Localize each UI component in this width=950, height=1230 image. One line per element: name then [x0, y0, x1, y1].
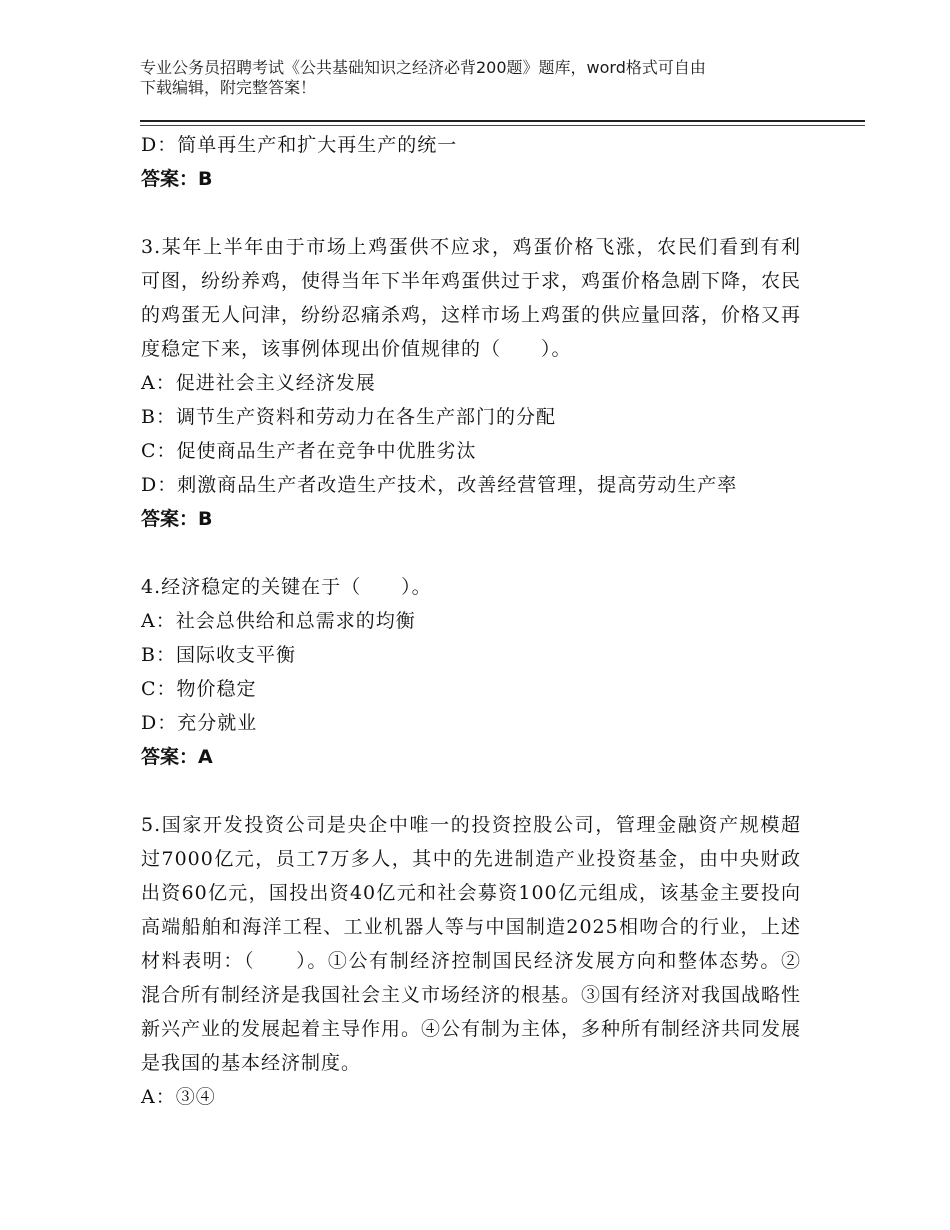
q3-stem: 3.某年上半年由于市场上鸡蛋供不应求，鸡蛋价格飞涨，农民们看到有利可图，纷纷养鸡，使得当年下半年鸡蛋供过于求，鸡蛋价格急剧下降，农民的鸡蛋无人问津，纷纷忍痛杀鸡，这样市场上鸡蛋的供应量回落，价格又再度稳定下来，该事例体现出价值规律的（ ）。 [141, 236, 802, 360]
q2-option-d: D：简单再生产和扩大再生产的统一 [141, 134, 458, 156]
spacer [141, 774, 801, 808]
q4-answer: 答案：A [141, 746, 213, 768]
q4-option-b: B：国际收支平衡 [141, 644, 296, 666]
q4-option-c: C：物价稳定 [141, 678, 257, 700]
q4-stem: 4.经济稳定的关键在于（ ）。 [141, 576, 432, 598]
q3-option-b: B：调节生产资料和劳动力在各生产部门的分配 [141, 406, 556, 428]
header-divider-thick [140, 120, 865, 122]
q2-answer: 答案：B [141, 168, 213, 190]
q3-option-d: D：刺激商品生产者改造生产技术，改善经营管理，提高劳动生产率 [141, 474, 738, 496]
question-content [141, 128, 801, 1114]
header-title-line-1: 专业公务员招聘考试《公共基础知识之经济必背200题》题库，word格式可自由 [140, 58, 706, 77]
q4-option-d: D：充分就业 [141, 712, 258, 734]
q5-option-a: A：③④ [141, 1086, 216, 1108]
q3-answer: 答案：B [141, 508, 213, 530]
spacer [141, 536, 801, 570]
header-title-line-2: 下载编辑，附完整答案！ [140, 78, 317, 97]
q4-option-a: A：社会总供给和总需求的均衡 [141, 610, 416, 632]
q3-option-c: C：促使商品生产者在竞争中优胜劣汰 [141, 440, 477, 462]
header-divider-thin [140, 125, 865, 126]
document-header [140, 58, 830, 98]
q3-option-a: A：促进社会主义经济发展 [141, 372, 376, 394]
q5-stem: 5.国家开发投资公司是央企中唯一的投资控股公司，管理金融资产规模超过7000亿元，员工7万多人，其中的先进制造产业投资基金，由中央财政出资60亿元，国投出资40亿元和社会募资100亿元组成，该基金主要投向高端船舶和海洋工程、工业机器人等与中国制造2025相吻合的行业，上述材料表明：（ ）。①公有制经济控制国民经济发展方向和整体态势。②混合所有制经济是我国社会主义市场经济的根基。③国有经济对我国战略性新兴产业的发展起着主导作用。④公有制为主体，多种所有制经济共同发展是我国的基本经济制度。 [141, 814, 802, 1074]
spacer [141, 196, 801, 230]
